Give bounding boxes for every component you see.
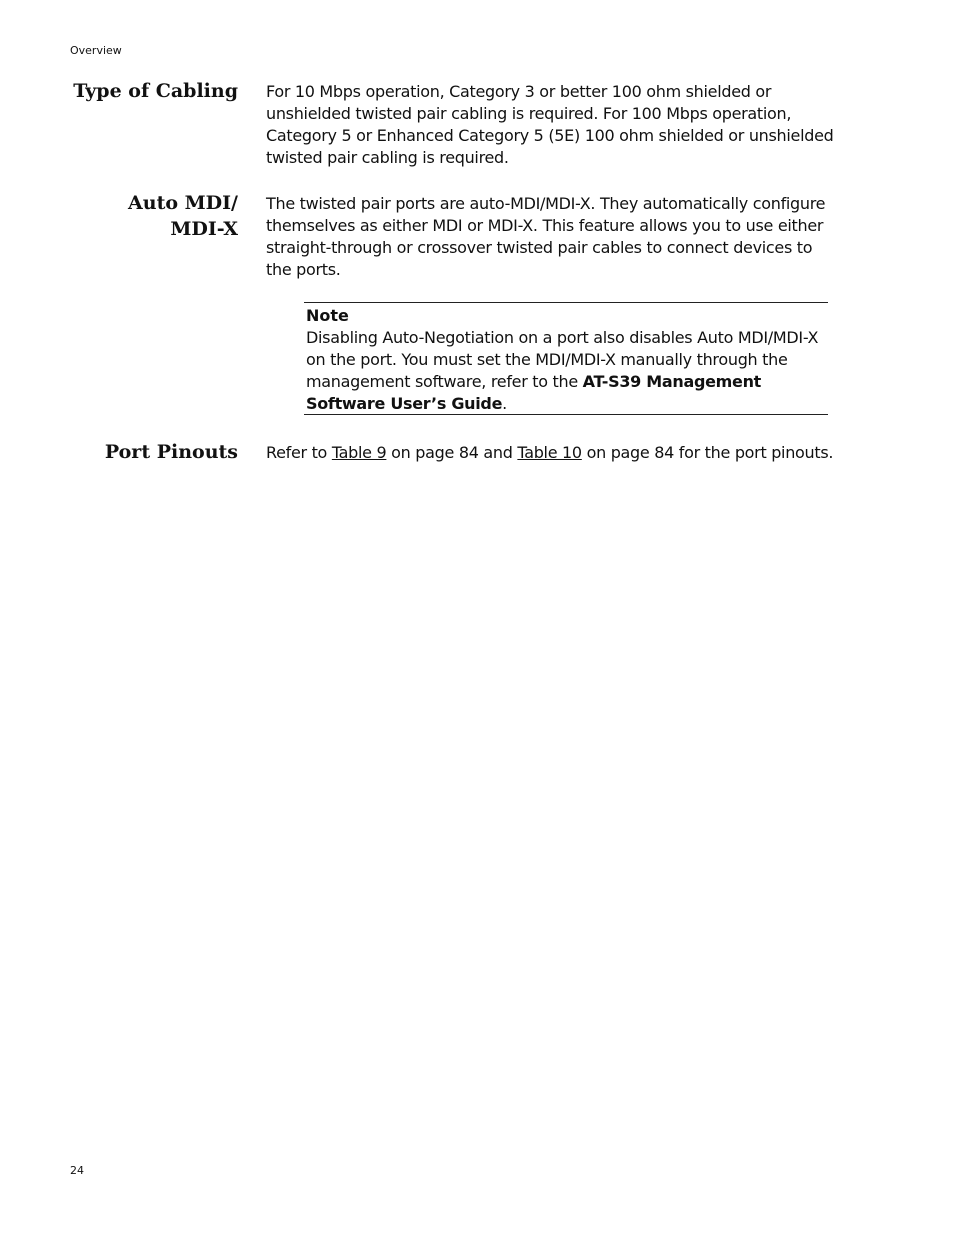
port-pinouts-paragraph (266, 442, 866, 464)
section-heading-type-of-cabling: Type of Cabling (73, 80, 238, 102)
guide-title: AT-S39 Management Software User’s Guide (306, 372, 762, 413)
note-text (306, 327, 828, 415)
section-heading-port-pinouts: Port Pinouts (104, 441, 238, 463)
heading-line-2: MDI-X (170, 218, 238, 240)
note-box (304, 302, 828, 415)
mid-text: on page 84 and (386, 443, 518, 462)
note-text-before: Disabling Auto-Negotiation on a port also disables Auto MDI/MDI-X on the port. You must set the MDI/MDI-X manually through the management software, refer to the (306, 328, 819, 391)
auto-mdi-paragraph: The twisted pair ports are auto-MDI/MDI-X. They automatically configure themselves as either MDI or MDI-X. This feature allows you to use either straight-through or crossover twisted pair cables to connect devices to the ports. (266, 194, 826, 279)
table-9-link[interactable]: Table 9 (331, 443, 387, 462)
table-10-link[interactable]: Table 10 (517, 443, 582, 462)
type-of-cabling-paragraph: For 10 Mbps operation, Category 3 or better 100 ohm shielded or unshielded twisted pair cabling is required. For 100 Mbps operation, Category 5 or Enhanced Category 5 (5E) 100 ohm shielded or unshielded twisted pair cabling is required. (266, 82, 834, 167)
end-text: on page 84 for the port pinouts. (581, 443, 834, 462)
running-header: Overview (70, 44, 122, 57)
refer-text: Refer to (266, 443, 332, 462)
heading-line-1: Auto MDI/ (128, 192, 238, 214)
page-number: 24 (70, 1164, 84, 1177)
section-heading-auto-mdi (128, 190, 238, 242)
note-text-after: . (502, 394, 507, 413)
note-title: Note (306, 306, 349, 325)
